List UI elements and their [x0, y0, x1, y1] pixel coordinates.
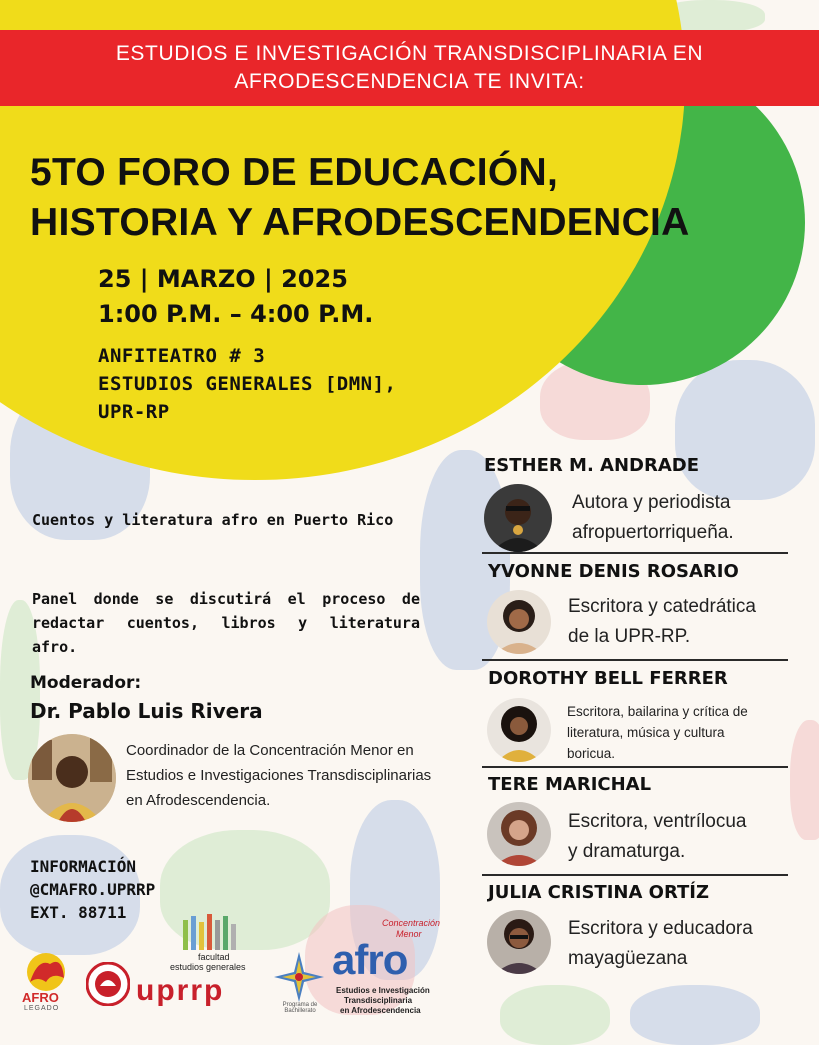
facultad-line-2: estudios generales — [170, 962, 246, 972]
venue-line-1: ANFITEATRO # 3 — [98, 345, 266, 367]
facultad-bars-icon — [181, 912, 261, 950]
info-label: INFORMACIÓN — [30, 857, 136, 876]
decorative-mask — [500, 985, 610, 1045]
moderator-label: Moderador: — [30, 673, 142, 693]
event-time: 1:00 P.M. – 4:00 P.M. — [98, 300, 374, 328]
role-line: mayagüezana — [568, 948, 688, 969]
role-line: Escritora y catedrática — [568, 596, 756, 617]
uprrp-wordmark: uprrp — [136, 974, 225, 1007]
decorative-mask — [630, 985, 760, 1045]
title-line-1: 5TO FORO DE EDUCACIÓN, — [30, 151, 559, 194]
panelist-name: DOROTHY BELL FERRER — [488, 668, 728, 689]
panelist-avatar — [487, 910, 551, 974]
role-line: y dramaturga. — [568, 841, 686, 862]
banner-line-1: ESTUDIOS E INVESTIGACIÓN TRANSDISCIPLINARIA EN — [115, 42, 704, 65]
moderator-avatar — [28, 734, 116, 822]
panelist-role — [568, 592, 756, 652]
title-line-2: HISTORIA Y AFRODESCENDENCIA — [30, 201, 690, 244]
venue-line-2: ESTUDIOS GENERALES [DMN], — [98, 373, 397, 395]
afro-caption-line-1: Estudios e Investigación — [336, 986, 430, 995]
divider — [482, 874, 788, 876]
role-line: Escritora y educadora — [568, 918, 753, 939]
role-line: literatura, música y cultura — [567, 725, 725, 740]
role-line: boricua. — [567, 746, 616, 761]
panelist-name: ESTHER M. ANDRADE — [484, 455, 700, 476]
panelist-avatar — [487, 802, 551, 866]
venue-line-3: UPR-RP — [98, 401, 170, 423]
panelist-avatar — [487, 590, 551, 654]
facultad-line-1: facultad — [198, 952, 230, 962]
panelist-name: JULIA CRISTINA ORTÍZ — [488, 882, 710, 903]
topic-text: Cuentos y literatura afro en Puerto Rico — [32, 511, 394, 529]
afro-concentracion-logo — [330, 918, 450, 1018]
header-banner — [0, 30, 819, 106]
star-emblem-icon — [274, 952, 324, 1002]
programa-logo — [268, 952, 332, 1018]
phone-extension: EXT. 88711 — [30, 903, 127, 922]
role-line: afropuertorriqueña. — [572, 522, 734, 543]
afro-legado-logo — [16, 952, 76, 1014]
upr-seal-icon — [86, 962, 130, 1006]
panelist-role — [568, 914, 753, 974]
role-line: de la UPR-RP. — [568, 626, 691, 647]
moderator-role: Coordinador de la Concentración Menor en Estudios e Investigaciones Transdisciplinarias en Afrodescendencia. — [126, 742, 432, 809]
panelist-role — [568, 807, 746, 867]
facultad-logo — [136, 912, 286, 1012]
divider — [482, 766, 788, 768]
role-line: Escritora, bailarina y crítica de — [567, 704, 748, 719]
afro-caption-line-2: Transdisciplinaria — [344, 996, 413, 1005]
afro-legado-top: AFRO — [22, 990, 59, 1005]
panelist-name: TERE MARICHAL — [488, 774, 652, 795]
role-line: Escritora, ventrílocua — [568, 811, 747, 832]
divider — [482, 552, 788, 554]
role-line: Autora y periodista — [572, 492, 731, 513]
divider — [482, 659, 788, 661]
afro-caption-line-3: en Afrodescendencia — [340, 1006, 421, 1015]
concentracion-line-2: Menor — [396, 929, 422, 939]
afro-legado-bottom: LEGADO — [24, 1005, 60, 1012]
decorative-mask — [675, 360, 815, 500]
panelist-avatar — [484, 484, 552, 552]
decorative-mask — [790, 720, 819, 840]
social-handle[interactable]: @CMAFRO.UPRRP — [30, 880, 156, 899]
event-datetime — [98, 262, 373, 332]
panelist-name: YVONNE DENIS ROSARIO — [488, 561, 739, 582]
event-date: 25 | MARZO | 2025 — [98, 265, 348, 293]
event-title — [30, 148, 690, 248]
afro-wordmark: afro — [332, 936, 408, 983]
panelist-role — [567, 701, 748, 764]
programa-text: Programa de Bachillerato — [282, 1002, 318, 1014]
banner-line-2: AFRODESCENDENCIA TE INVITA: — [234, 70, 585, 93]
moderator-name: Dr. Pablo Luis Rivera — [30, 699, 263, 723]
event-venue — [98, 342, 396, 426]
upr-seal-logo — [86, 962, 130, 1006]
concentracion-line-1: Concentración — [382, 918, 441, 928]
panel-description: Panel donde se discutirá el proceso de redactar cuentos, libros y literatura afro. — [32, 590, 420, 656]
panelist-avatar — [487, 698, 551, 762]
panelist-role — [572, 488, 734, 548]
afro-legado-emblem-icon — [16, 952, 76, 994]
